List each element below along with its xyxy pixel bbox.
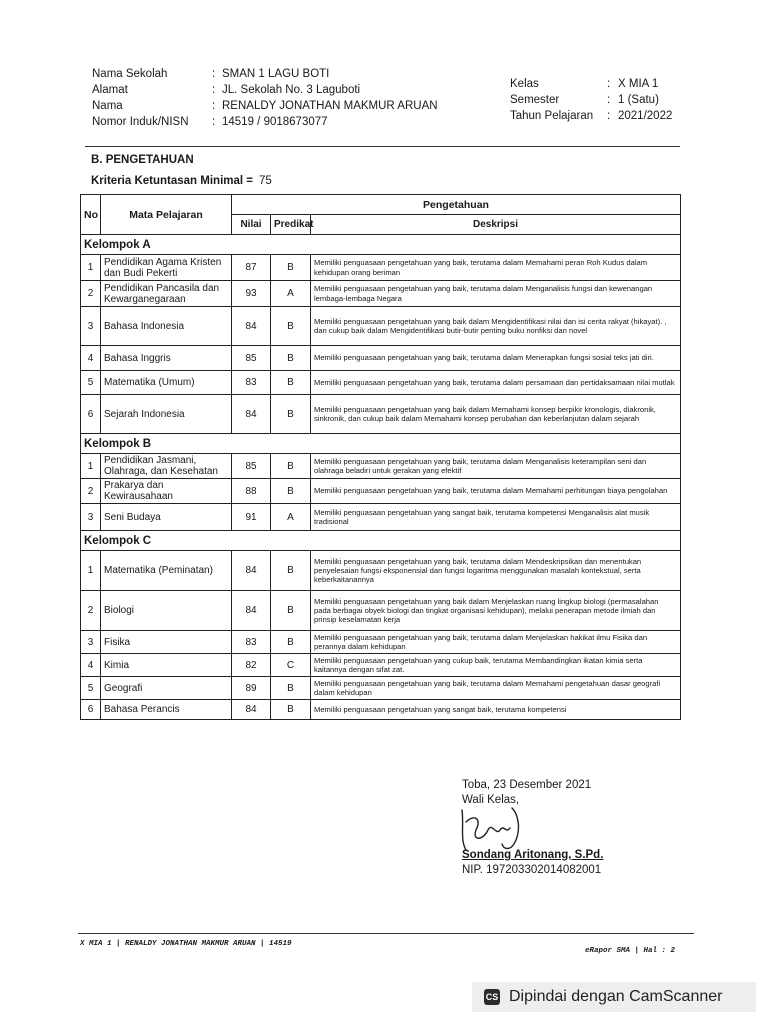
info-row	[92, 114, 438, 130]
predicate: B	[271, 307, 311, 346]
footer-right: eRapor SMA | Hal : 2	[585, 947, 676, 955]
table-row	[81, 654, 681, 677]
table-row	[81, 479, 681, 504]
description: Memiliki penguasaan pengetahuan yang sangat baik, terutama kompetensi	[311, 700, 681, 720]
signature-place-date: Toba, 23 Desember 2021	[462, 779, 592, 791]
table-row	[81, 454, 681, 479]
score: 85	[232, 454, 271, 479]
signature-name: Sondang Aritonang, S.Pd.	[462, 849, 604, 861]
group-row	[81, 235, 681, 255]
score: 93	[232, 281, 271, 307]
info-sep: :	[607, 94, 611, 106]
group-row	[81, 531, 681, 551]
row-number: 1	[81, 551, 101, 591]
info-label: Semester	[510, 94, 560, 106]
group-row	[81, 434, 681, 454]
description: Memiliki penguasaan pengetahuan yang baik, terutama dalam Menjelaskan hakikat ilmu Fisika dan perannya dalam kehidupan	[311, 631, 681, 654]
description: Memiliki penguasaan pengetahuan yang baik, terutama dalam persamaan dan pertidaksamaan nilai mutlak	[311, 371, 681, 395]
description: Memiliki penguasaan pengetahuan yang baik dalam Mengidentifikasi nilai dan isi cerita rakyat (hikayat). , dan cukup baik dalam Mengidentifikasi butir-butir penting buku nonfiksi dan novel	[311, 307, 681, 346]
description: Memiliki penguasaan pengetahuan yang baik, terutama dalam Memahami peran Roh Kudus dalam kehidupan orang beriman	[311, 255, 681, 281]
info-sep: :	[212, 84, 216, 96]
subject-name: Bahasa Perancis	[101, 700, 232, 720]
info-row	[510, 92, 672, 108]
table-row	[81, 551, 681, 591]
footer-divider	[78, 933, 694, 934]
info-value: JL. Sekolah No. 3 Laguboti	[222, 84, 361, 96]
student-info	[92, 66, 438, 130]
score: 87	[232, 255, 271, 281]
table-row	[81, 591, 681, 631]
table-row	[81, 700, 681, 720]
description: Memiliki penguasaan pengetahuan yang baik, terutama dalam Memahami pengetahuan dasar geografi dalam kehidupan	[311, 677, 681, 700]
predicate: A	[271, 504, 311, 531]
predicate: B	[271, 591, 311, 631]
score: 88	[232, 479, 271, 504]
description: Memiliki penguasaan pengetahuan yang baik dalam Memahami konsep berpikir kronologis, diakronik, sinkronik, dan cukup baik dalam Memahami konsep perubahan dan keberlanjutan dalam sejarah	[311, 395, 681, 434]
subject-name: Bahasa Inggris	[101, 346, 232, 371]
predicate: B	[271, 551, 311, 591]
info-sep: :	[607, 110, 611, 122]
score: 84	[232, 700, 271, 720]
predicate: B	[271, 700, 311, 720]
info-label: Kelas	[510, 78, 539, 90]
subject-name: Pendidikan Jasmani, Olahraga, dan Kesehatan	[101, 454, 232, 479]
table-row	[81, 504, 681, 531]
subject-name: Matematika (Peminatan)	[101, 551, 232, 591]
subject-name: Pendidikan Pancasila dan Kewarganegaraan	[101, 281, 232, 307]
subject-name: Bahasa Indonesia	[101, 307, 232, 346]
subject-name: Seni Budaya	[101, 504, 232, 531]
score: 84	[232, 551, 271, 591]
subject-name: Geografi	[101, 677, 232, 700]
row-number: 5	[81, 371, 101, 395]
header-divider	[85, 146, 680, 147]
kkm-label: Kriteria Ketuntasan Minimal =	[91, 175, 253, 187]
score: 82	[232, 654, 271, 677]
header-predikat: Predikat	[271, 215, 311, 235]
info-label: Nama	[92, 100, 123, 112]
info-row	[92, 66, 438, 82]
info-row	[92, 82, 438, 98]
description: Memiliki penguasaan pengetahuan yang baik, terutama dalam Mendeskripsikan dan menentukan penyelesaian fungsi eksponensial dan fungsi logaritma menggunakan masalah kontekstual, serta keberkaitanannya	[311, 551, 681, 591]
camscanner-text: Dipindai dengan CamScanner	[509, 988, 723, 1005]
predicate: B	[271, 371, 311, 395]
description: Memiliki penguasaan pengetahuan yang baik, terutama dalam Menganalisis fungsi dan kewenangan lembaga-lembaga Negara	[311, 281, 681, 307]
row-number: 2	[81, 591, 101, 631]
table-row	[81, 371, 681, 395]
group-name: Kelompok B	[81, 434, 681, 454]
description: Memiliki penguasaan pengetahuan yang baik, terutama dalam Memahami perhitungan biaya pengolahan	[311, 479, 681, 504]
info-label: Alamat	[92, 84, 128, 96]
score: 84	[232, 591, 271, 631]
row-number: 2	[81, 479, 101, 504]
info-label: Nomor Induk/NISN	[92, 116, 189, 128]
table-row	[81, 346, 681, 371]
predicate: A	[271, 281, 311, 307]
info-sep: :	[212, 100, 216, 112]
subject-name: Sejarah Indonesia	[101, 395, 232, 434]
row-number: 3	[81, 504, 101, 531]
subject-name: Biologi	[101, 591, 232, 631]
info-label: Nama Sekolah	[92, 68, 168, 80]
predicate: B	[271, 395, 311, 434]
table-row	[81, 677, 681, 700]
info-sep: :	[212, 68, 216, 80]
description: Memiliki penguasaan pengetahuan yang baik, terutama dalam Menganalisis keterampilan seni dan olahraga beladiri untuk gerakan yang efektif	[311, 454, 681, 479]
subject-name: Prakarya dan Kewirausahaan	[101, 479, 232, 504]
info-value: X MIA 1	[618, 78, 659, 90]
table-row	[81, 307, 681, 346]
row-number: 6	[81, 700, 101, 720]
info-value: SMAN 1 LAGU BOTI	[222, 68, 330, 80]
subject-name: Matematika (Umum)	[101, 371, 232, 395]
info-sep: :	[607, 78, 611, 90]
header-deskripsi: Deskripsi	[311, 215, 681, 235]
subject-name: Kimia	[101, 654, 232, 677]
score: 89	[232, 677, 271, 700]
predicate: B	[271, 346, 311, 371]
info-label: Tahun Pelajaran	[510, 110, 594, 122]
predicate: B	[271, 677, 311, 700]
handwritten-signature	[452, 800, 532, 860]
row-number: 4	[81, 654, 101, 677]
description: Memiliki penguasaan pengetahuan yang sangat baik, terutama kompetensi Menganalisis alat musik tradisional	[311, 504, 681, 531]
subject-name: Pendidikan Agama Kristen dan Budi Pekerti	[101, 255, 232, 281]
subject-name: Fisika	[101, 631, 232, 654]
predicate: B	[271, 255, 311, 281]
row-number: 3	[81, 307, 101, 346]
score: 83	[232, 631, 271, 654]
score: 84	[232, 395, 271, 434]
info-value: 2021/2022	[618, 110, 673, 122]
grades-body	[81, 235, 681, 720]
signature-nip: NIP. 197203302014082001	[462, 864, 602, 876]
row-number: 6	[81, 395, 101, 434]
header-nilai: Nilai	[232, 215, 271, 235]
class-info	[510, 76, 672, 124]
footer-left: X MIA 1 | RENALDY JONATHAN MAKMUR ARUAN | 14519	[80, 940, 292, 948]
description: Memiliki penguasaan pengetahuan yang cukup baik, terutama Membandingkan ikatan kimia serta kaitannya dengan sifat zat.	[311, 654, 681, 677]
kkm-value: 75	[259, 175, 272, 187]
info-row	[510, 76, 672, 92]
score: 91	[232, 504, 271, 531]
header-pengetahuan: Pengetahuan	[232, 195, 681, 215]
row-number: 1	[81, 454, 101, 479]
predicate: B	[271, 479, 311, 504]
camscanner-badge	[472, 982, 756, 1012]
info-row	[510, 108, 672, 124]
predicate: C	[271, 654, 311, 677]
description: Memiliki penguasaan pengetahuan yang baik, terutama dalam Menerapkan fungsi sosial teks jati diri.	[311, 346, 681, 371]
group-name: Kelompok C	[81, 531, 681, 551]
kkm-line	[91, 175, 272, 187]
info-sep: :	[212, 116, 216, 128]
table-row	[81, 255, 681, 281]
description: Memiliki penguasaan pengetahuan yang baik dalam Menjelaskan ruang lingkup biologi (permasalahan pada berbagai obyek biologi dan tingkat organisasi kehidupan), melalui penerapan metode ilmiah dan prinsip keselamatan kerja	[311, 591, 681, 631]
info-value: 1 (Satu)	[618, 94, 659, 106]
predicate: B	[271, 631, 311, 654]
signature-role: Wali Kelas,	[462, 794, 520, 806]
table-row	[81, 281, 681, 307]
row-number: 4	[81, 346, 101, 371]
info-value: RENALDY JONATHAN MAKMUR ARUAN	[222, 100, 438, 112]
header-no: No	[81, 195, 101, 235]
score: 85	[232, 346, 271, 371]
row-number: 1	[81, 255, 101, 281]
info-row	[92, 98, 438, 114]
table-row	[81, 395, 681, 434]
camscanner-logo-icon: CS	[484, 989, 500, 1005]
header-mapel: Mata Pelajaran	[101, 195, 232, 235]
table-row	[81, 631, 681, 654]
predicate: B	[271, 454, 311, 479]
group-name: Kelompok A	[81, 235, 681, 255]
row-number: 3	[81, 631, 101, 654]
score: 83	[232, 371, 271, 395]
score: 84	[232, 307, 271, 346]
info-value: 14519 / 9018673077	[222, 116, 328, 128]
row-number: 5	[81, 677, 101, 700]
section-title: B. PENGETAHUAN	[91, 154, 194, 166]
grades-table	[80, 194, 681, 720]
row-number: 2	[81, 281, 101, 307]
